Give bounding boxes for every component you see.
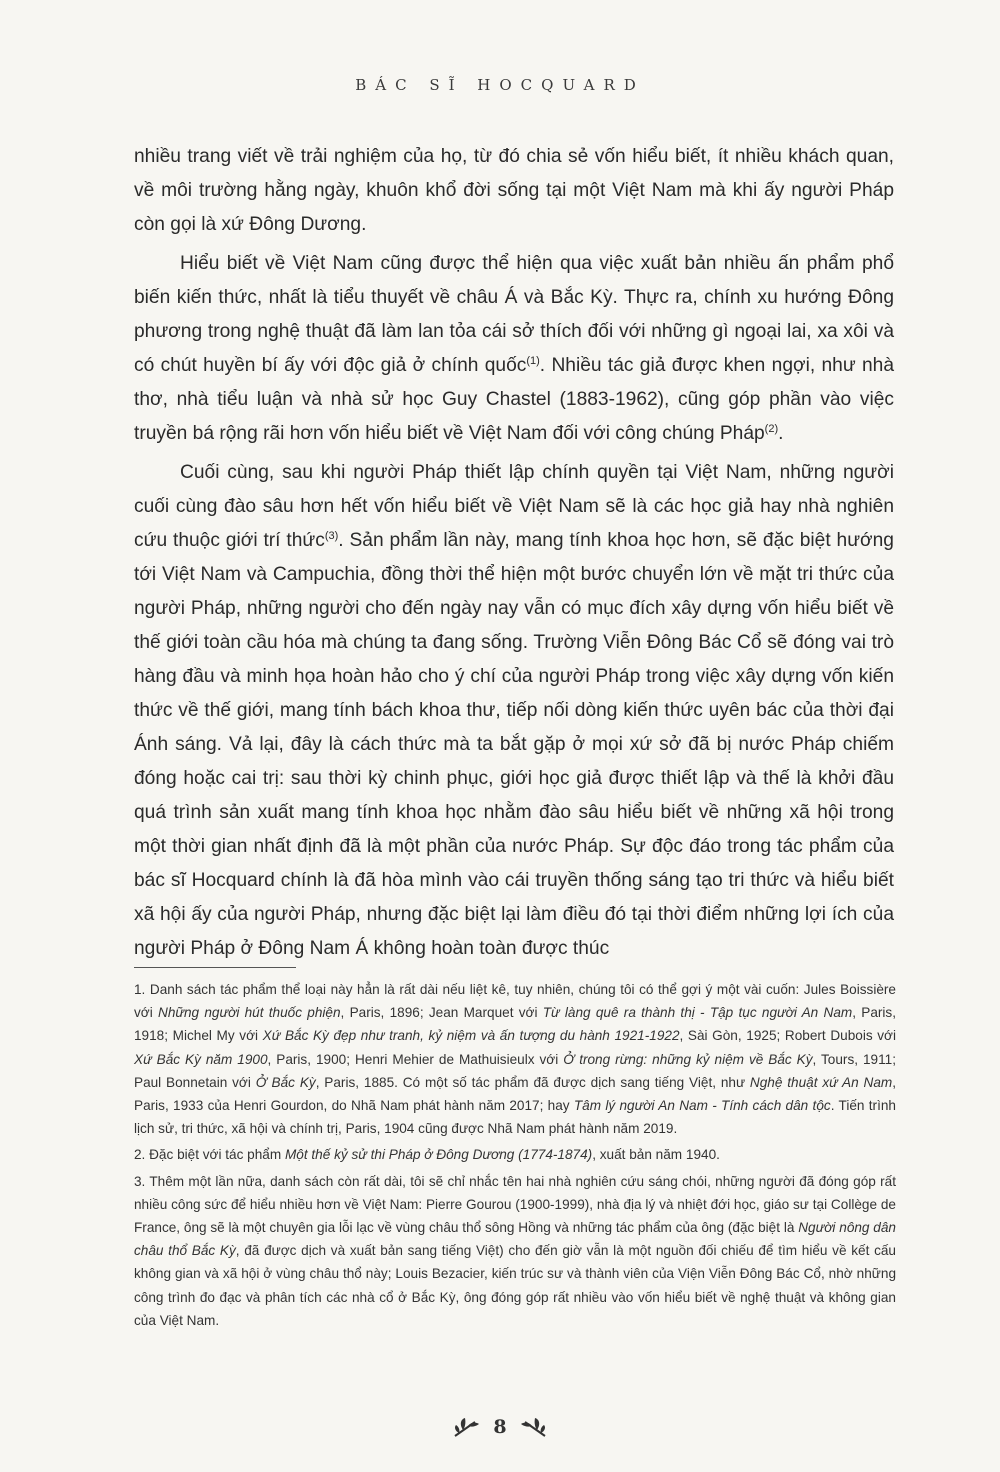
- footnote-ref-2: (2): [764, 423, 779, 435]
- footnotes: [134, 978, 896, 1332]
- paragraph-1: nhiều trang viết về trải nghiệm của họ, từ đó chia sẻ vốn hiểu biết, ít nhiều khách quan, về môi trường hằng ngày, khuôn khổ đời sống tại một Việt Nam mà khi ấy người Pháp còn gọi là xứ Đông Dương.: [134, 146, 894, 235]
- running-title: BÁC SĨ HOCQUARD: [355, 76, 645, 94]
- footnote-divider: [134, 967, 296, 968]
- footnote-ref-1: (1): [526, 355, 540, 367]
- footnote-2: 2. Đặc biệt với tác phẩm Một thế kỷ sử thi Pháp ở Đông Dương (1774-1874), xuất bản năm 1940.: [134, 1147, 720, 1163]
- paragraph-2: Hiểu biết về Việt Nam cũng được thể hiện qua việc xuất bản nhiều ấn phẩm phổ biến kiến thức, nhất là tiểu thuyết về châu Á và Bắc Kỳ. Thực ra, chính xu hướng Đông phương trong nghệ thuật đã làm lan tỏa cái sở thích đối với những gì ngoại lai, xa xôi và có chút huyền bí ấy với độc giả ở chính quốc$^{(1)}$. Nhiều tác giả được khen ngợi, như nhà thơ, nhà tiểu luận và nhà sử học Guy Chastel (1883-1962), cũng góp phần vào việc truyền bá rộng rãi hơn vốn hiểu biết về Việt Nam đối với công chúng Pháp$^{(2)}$.: [134, 253, 894, 444]
- page-footer: [0, 1416, 1000, 1438]
- footnote-3: 3. Thêm một lần nữa, danh sách còn rất dài, tôi sẽ chỉ nhắc tên hai nhà nghiên cứu sáng chói, những người đã đóng góp rất nhiều công sức để hiểu nhiều hơn về Việt Nam: Pierre Gourou (1900-1999), nhà địa lý và nhiệt đới học, giáo sư tại Collège de France, ông sẽ là một chuyên gia lỗi lạc về vùng châu thổ sông Hồng và những tác phẩm của ông (đặc biệt là Người nông dân châu thổ Bắc Kỳ, đã được dịch và xuất bản sang tiếng Việt) cho đến giờ vẫn là một nguồn đối chiếu để tìm hiểu về kết cấu không gian và xã hội ở vùng châu thổ này; Louis Bezacier, kiến trúc sư và thành viên của Viện Viễn Đông Bác Cổ, nhờ những công trình đo đạc và phân tích các nhà cổ ở Bắc Kỳ, ông đóng góp rất nhiều vào vốn hiểu biết về nghệ thuật và không gian của Việt Nam.: [134, 1173, 896, 1328]
- paragraph-3: Cuối cùng, sau khi người Pháp thiết lập chính quyền tại Việt Nam, những người cuối cùng đào sâu hơn hết vốn hiểu biết về Việt Nam sẽ là các học giả hay nhà nghiên cứu thuộc giới trí thức$^{(3)}$. Sản phẩm lần này, mang tính khoa học hơn, sẽ đặc biệt hướng tới Việt Nam và Campuchia, đồng thời thể hiện một bước chuyển lớn về mặt tri thức của người Pháp, những người cho đến ngày nay vẫn có mục đích xây dựng vốn hiểu biết về thế giới toàn cầu hóa mà chúng ta đang sống. Trường Viễn Đông Bác Cổ sẽ đóng vai trò hàng đầu và minh họa hoàn hảo cho ý chí của người Pháp trong việc xây dựng vốn kiến thức về thế giới, mang tính bách khoa thư, tiếp nối dòng kiến thức uyên bác của thời đại Ánh sáng. Vả lại, đây là cách thức mà ta bắt gặp ở mọi xứ sở đã bị nước Pháp chiếm đóng hoặc cai trị: sau thời kỳ chinh phục, giới học giả được thiết lập và thế là khởi đầu quá trình sản xuất mang tính khoa học nhằm đào sâu hiểu biết về những xã hội trong một thời gian nhất định đã là một phần của nước Pháp. Sự độc đáo trong tác phẩm của bác sĩ Hocquard chính là đã hòa mình vào cái truyền thống sáng tạo tri thức và hiểu biết xã hội ấy của người Pháp, nhưng đặc biệt lại làm điều đó tại thời điểm những lợi ích của người Pháp ở Đông Nam Á không hoàn toàn được thúc: [134, 462, 894, 959]
- footnote-ref-3: (3): [324, 530, 339, 542]
- leaf-ornament-icon: [453, 1416, 481, 1438]
- footnote-1: 1. Danh sách tác phẩm thể loại này hẳn là rất dài nếu liệt kê, tuy nhiên, chúng tôi có thể gợi ý một vài cuốn: Jules Boissière với Những người hút thuốc phiện, Paris, 1896; Jean Marquet với Từ làng quê ra thành thị - Tập tục người An Nam, Paris, 1918; Michel My với Xứ Bắc Kỳ đẹp như tranh, kỷ niệm và ấn tượng du hành 1921-1922, Sài Gòn, 1925; Robert Dubois với Xứ Bắc Kỳ năm 1900, Paris, 1900; Henri Mehier de Mathuisieulx với Ở trong rừng: những kỷ niệm về Bắc Kỳ, Tours, 1911; Paul Bonnetain với Ở Bắc Kỳ, Paris, 1885. Có một số tác phẩm đã được dịch sang tiếng Việt, như Nghệ thuật xứ An Nam, Paris, 1933 của Henri Gourdon, do Nhã Nam phát hành năm 2017; hay Tâm lý người An Nam - Tính cách dân tộc. Tiến trình lịch sử, tri thức, xã hội và chính trị, Paris, 1904 cũng được Nhã Nam phát hành năm 2019.: [134, 982, 897, 1137]
- main-text: [134, 140, 894, 966]
- leaf-ornament-icon: [519, 1416, 547, 1438]
- page-number: 8: [493, 1416, 507, 1438]
